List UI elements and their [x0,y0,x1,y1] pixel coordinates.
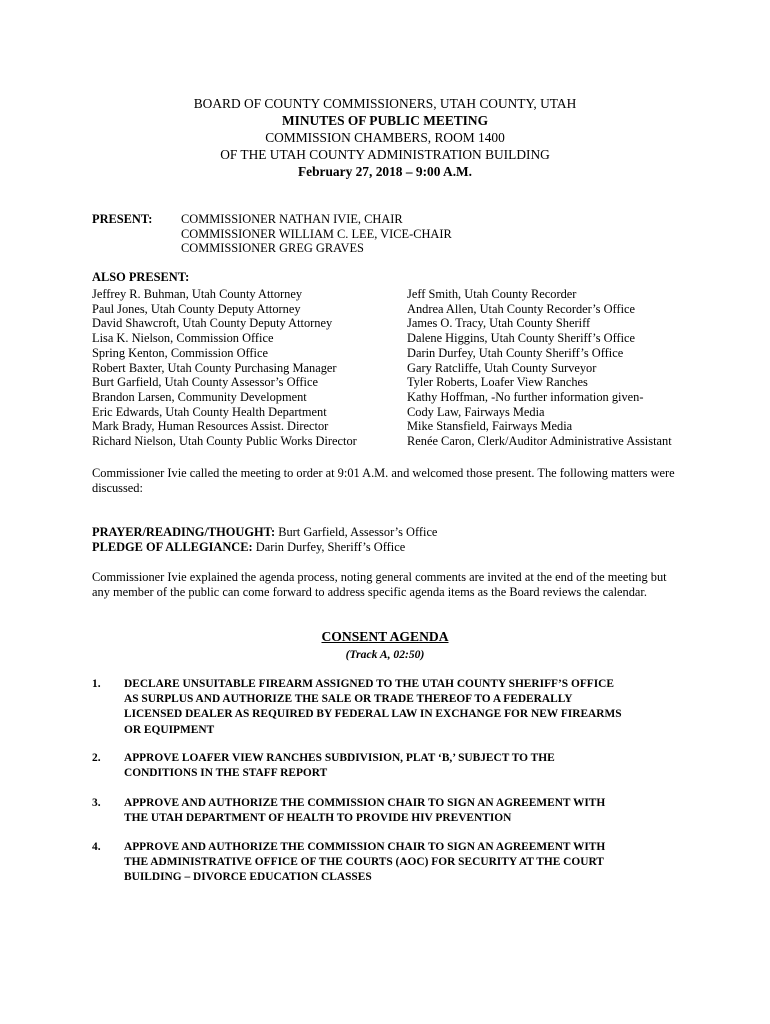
attendee: Tyler Roberts, Loafer View Ranches [407,375,588,390]
paragraph-line: Commissioner Ivie explained the agenda process, noting general comments are invited at the end of the meeting but [92,570,667,584]
opening-paragraph [92,466,684,495]
paragraph-line: discussed: [92,480,143,495]
paragraph-line: any member of the public can come forward to address specific agenda items as the Board reviews the calendar. [92,584,647,599]
agenda-item-line: AS SURPLUS AND AUTHORIZE THE SALE OR TRADE THEREOF TO A FEDERALLY [124,693,573,706]
attendee: Renée Caron, Clerk/Auditor Administrative Assistant [407,434,672,449]
attendee: Jeffrey R. Buhman, Utah County Attorney [92,287,303,301]
header-chambers: COMMISSION CHAMBERS, ROOM 1400 [265,130,505,145]
present-name: COMMISSIONER GREG GRAVES [181,241,364,256]
header-building: OF THE UTAH COUNTY ADMINISTRATION BUILDING [220,147,550,162]
also-present-section [92,270,692,449]
header-date: February 27, 2018 – 9:00 A.M. [297,164,473,179]
agenda-item-line: LICENSED DEALER AS REQUIRED BY FEDERAL LAW IN EXCHANGE FOR NEW FIREARMS [124,708,622,721]
present-names [181,212,452,256]
agenda-item-line: OR EQUIPMENT [124,723,215,736]
attendee: Dalene Higgins, Utah County Sheriff’s Office [407,331,636,346]
agenda-item-line: APPROVE AND AUTHORIZE THE COMMISSION CHAIR TO SIGN AN AGREEMENT WITH [124,797,606,809]
attendee: Paul Jones, Utah County Deputy Attorney [92,301,301,316]
agenda-item-number: 3. [92,797,101,809]
agenda-item-line: APPROVE LOAFER VIEW RANCHES SUBDIVISION, PLAT ‘B,’ SUBJECT TO THE [124,752,555,764]
attendee: Brandon Larsen, Community Development [92,389,307,404]
prayer-label: PRAYER/READING/THOUGHT: [92,525,276,539]
attendee: Eric Edwards, Utah County Health Department [92,404,327,419]
pledge-label: PLEDGE OF ALLEGIANCE: [92,539,253,554]
agenda-item-text [124,677,682,738]
meeting-header [0,95,770,180]
agenda-item-line: DECLARE UNSUITABLE FIREARM ASSIGNED TO THE UTAH COUNTY SHERIFF’S OFFICE [124,678,614,690]
header-minutes-title: MINUTES OF PUBLIC MEETING [282,113,488,128]
attendee: Gary Ratcliffe, Utah County Surveyor [407,360,597,375]
consent-agenda-track: (Track A, 02:50) [345,648,425,661]
present-name: COMMISSIONER WILLIAM C. LEE, VICE-CHAIR [181,226,452,241]
attendee: Lisa K. Nielson, Commission Office [92,331,274,346]
attendee: Robert Baxter, Utah County Purchasing Manager [92,360,337,375]
agenda-item-line: THE UTAH DEPARTMENT OF HEALTH TO PROVIDE HIV PREVENTION [124,812,512,825]
attendee: Jeff Smith, Utah County Recorder [407,287,577,301]
agenda-note-paragraph [92,570,684,599]
attendee: Spring Kenton, Commission Office [92,345,268,360]
agenda-item-line: BUILDING – DIVORCE EDUCATION CLASSES [124,871,372,884]
agenda-item-line: CONDITIONS IN THE STAFF REPORT [124,767,328,780]
prayer-pledge-block [92,525,684,554]
attendee: Burt Garfield, Utah County Assessor’s Office [92,375,318,390]
agenda-item-text [124,751,682,781]
present-label: PRESENT: [92,212,153,226]
agenda-item-text [124,796,682,826]
attendee: Mike Stansfield, Fairways Media [407,419,573,434]
agenda-item-number: 4. [92,841,101,853]
prayer-line [92,525,684,540]
attendee: Andrea Allen, Utah County Recorder’s Office [407,301,636,316]
pledge-value: Darin Durfey, Sheriff’s Office [252,539,406,554]
agenda-item-number: 1. [92,678,101,690]
attendee: Cody Law, Fairways Media [407,404,545,419]
also-present-right-column [407,287,672,449]
also-present-label: ALSO PRESENT: [92,270,190,284]
prayer-value: Burt Garfield, Assessor’s Office [275,525,438,539]
agenda-item-text [124,840,682,886]
attendee: David Shawcroft, Utah County Deputy Attorney [92,316,333,331]
attendee: James O. Tracy, Utah County Sheriff [407,316,591,331]
pledge-line [92,540,684,555]
paragraph-line: Commissioner Ivie called the meeting to order at 9:01 A.M. and welcomed those present. The following matters were [92,466,675,480]
agenda-item-line: THE ADMINISTRATIVE OFFICE OF THE COURTS (AOC) FOR SECURITY AT THE COURT [124,856,604,869]
agenda-item-line: APPROVE AND AUTHORIZE THE COMMISSION CHAIR TO SIGN AN AGREEMENT WITH [124,841,606,853]
agenda-item-number: 2. [92,752,101,764]
present-name: COMMISSIONER NATHAN IVIE, CHAIR [181,212,403,226]
attendee: Richard Nielson, Utah County Public Works Director [92,434,357,449]
attendee: Kathy Hoffman, -No further information given- [407,389,644,404]
also-present-left-column [92,287,357,449]
consent-agenda-title: CONSENT AGENDA [321,629,449,644]
attendee: Darin Durfey, Utah County Sheriff’s Office [407,345,624,360]
header-board: BOARD OF COUNTY COMMISSIONERS, UTAH COUNTY, UTAH [193,96,577,111]
attendee: Mark Brady, Human Resources Assist. Director [92,419,329,434]
